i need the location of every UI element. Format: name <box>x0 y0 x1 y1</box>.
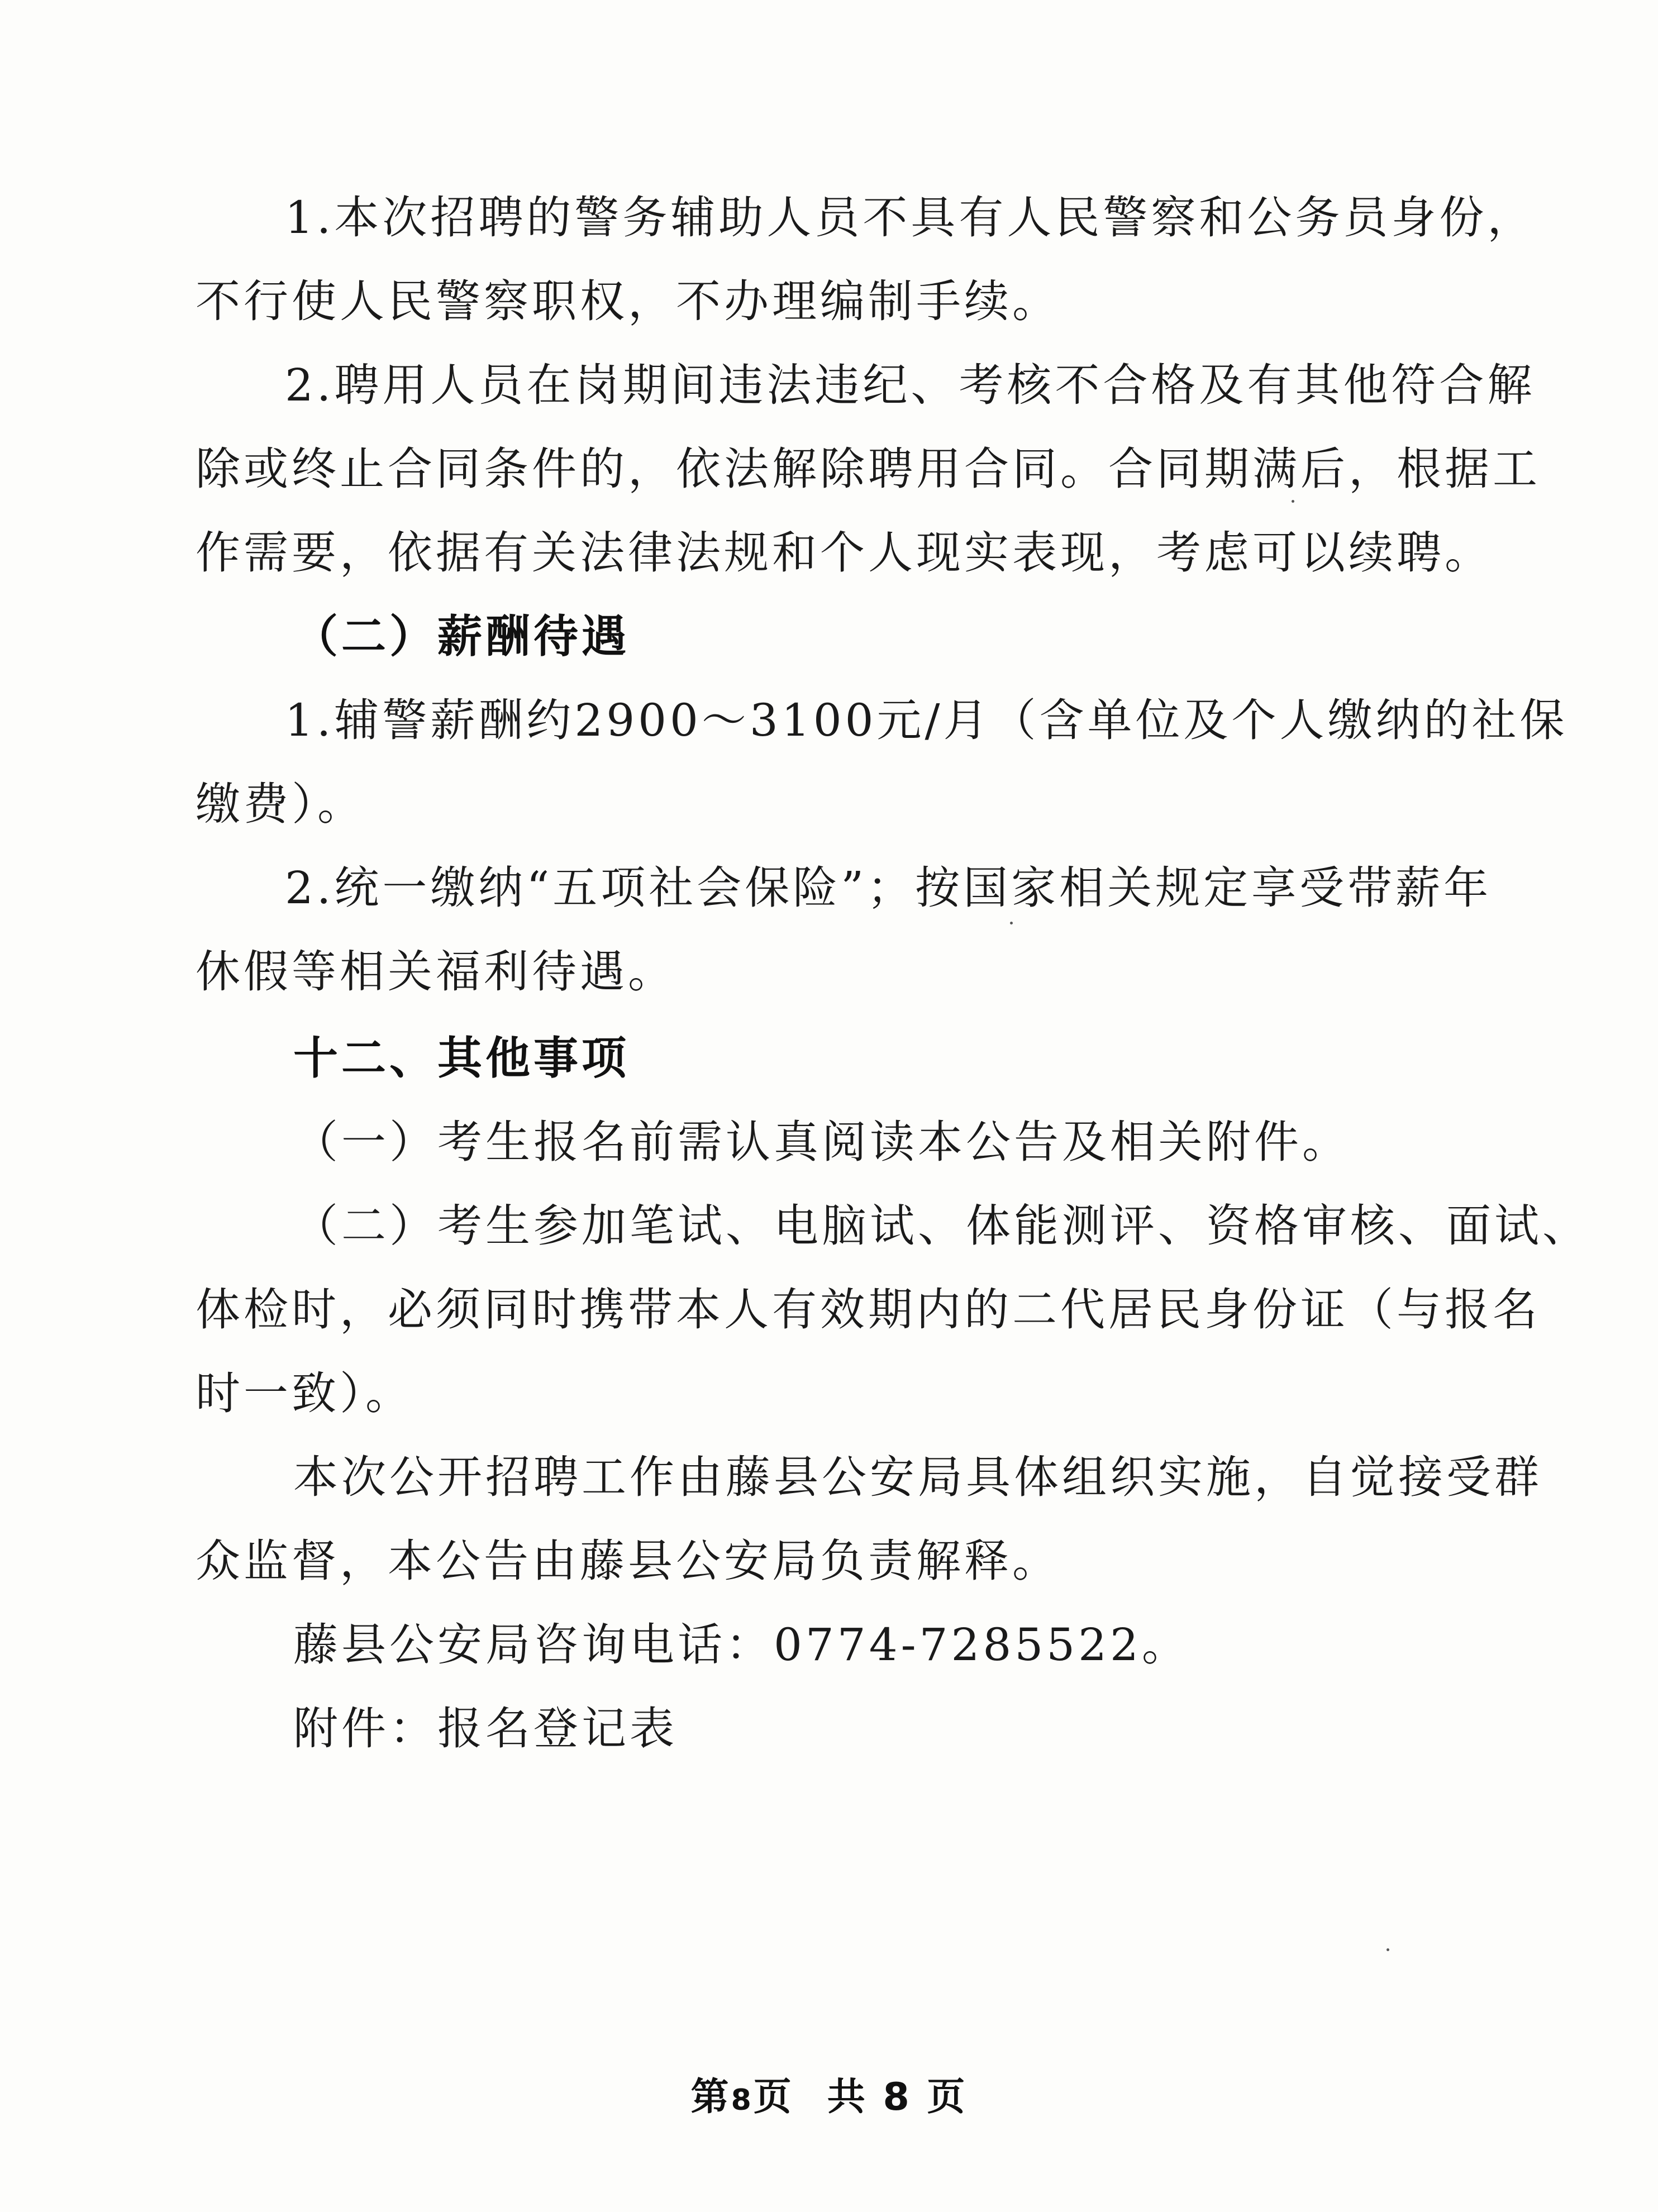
footer-current-page: 8 <box>731 2084 754 2117</box>
body-line: 本次公开招聘工作由藤县公安局具体组织实施，自觉接受群 <box>293 1451 1542 1503</box>
body-line: 1.辅警薪酬约2900～3100元/月（含单位及个人缴纳的社保 <box>285 694 1568 746</box>
body-line: （二）考生参加笔试、电脑试、体能测评、资格审核、面试、 <box>293 1200 1590 1252</box>
body-line: 时一致）。 <box>196 1367 413 1419</box>
footer-page-suffix: 页 <box>753 2075 794 2119</box>
section-heading: （二）薪酬待遇 <box>293 611 630 662</box>
footer-total: 共 8 页 <box>827 2075 968 2119</box>
scan-speck <box>1010 922 1013 924</box>
body-line: 2.统一缴纳“五项社会保险”；按国家相关规定享受带薪年 <box>285 862 1492 914</box>
body-line: 作需要，依据有关法律法规和个人现实表现，考虑可以续聘。 <box>196 527 1493 579</box>
body-line: 1.本次招聘的警务辅助人员不具有人民警察和公务员身份， <box>285 192 1536 244</box>
body-line: 休假等相关福利待遇。 <box>196 946 676 998</box>
page-footer <box>0 2072 1658 2125</box>
body-line: （一）考生报名前需认真阅读本公告及相关附件。 <box>293 1116 1350 1168</box>
body-line: 体检时，必须同时携带本人有效期内的二代居民身份证（与报名 <box>196 1284 1541 1336</box>
scan-speck <box>1292 500 1294 503</box>
section-heading: 十二、其他事项 <box>293 1032 630 1084</box>
footer-prefix: 第 <box>690 2075 731 2119</box>
body-line: 众监督，本公告由藤县公安局负责解释。 <box>196 1535 1060 1587</box>
contact-line: 藤县公安局咨询电话：0774-7285522。 <box>293 1619 1190 1671</box>
body-line: 缴费）。 <box>196 778 365 830</box>
scan-speck <box>1387 1948 1389 1951</box>
body-line: 除或终止合同条件的，依法解除聘用合同。合同期满后，根据工 <box>196 443 1541 495</box>
attachment-line: 附件：报名登记表 <box>293 1703 678 1755</box>
body-line: 2.聘用人员在岗期间违法违纪、考核不合格及有其他符合解 <box>285 359 1536 411</box>
body-line: 不行使人民警察职权，不办理编制手续。 <box>196 275 1060 327</box>
